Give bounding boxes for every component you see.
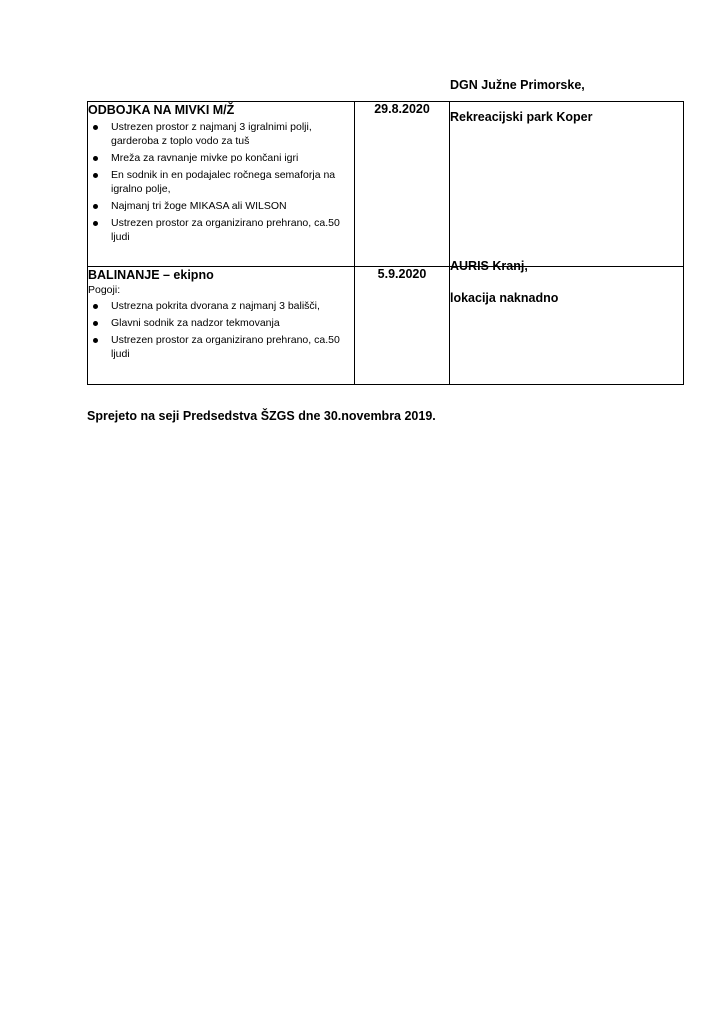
list-item: Glavni sodnik za nadzor tekmovanja xyxy=(88,316,354,330)
event-venue: lokacija naknadno xyxy=(450,291,559,305)
event-subtitle: Pogoji: xyxy=(88,284,121,296)
table-row xyxy=(88,102,684,267)
event-description-cell xyxy=(88,102,355,267)
bullet-icon xyxy=(93,173,98,178)
list-item: En sodnik in en podajalec ročnega semaforja na igralno polje, xyxy=(88,168,354,196)
event-location-cell xyxy=(450,78,684,267)
table-row xyxy=(88,267,684,385)
list-item: Ustrezen prostor z najmanj 3 igralnimi polji, garderoba z toplo vodo za tuš xyxy=(88,120,354,148)
bullet-icon xyxy=(93,221,98,226)
footer-note: Sprejeto na seji Predsedstva ŠZGS dne 30.novembra 2019. xyxy=(87,409,436,423)
bullet-icon xyxy=(93,156,98,161)
list-item: Mreža za ravnanje mivke po končani igri xyxy=(88,151,354,165)
event-organizer: DGN Južne Primorske, xyxy=(450,78,585,92)
bullet-icon xyxy=(93,338,98,343)
event-organizer: AURIS Kranj, xyxy=(450,259,528,273)
events-table xyxy=(87,78,684,385)
bullet-icon xyxy=(93,204,98,209)
event-description-cell xyxy=(88,267,355,385)
event-title: BALINANJE – ekipno xyxy=(88,268,214,282)
bullet-icon xyxy=(93,125,98,130)
requirements-list xyxy=(88,299,354,361)
event-date: 29.8.2020 xyxy=(355,102,450,267)
list-item: Ustrezna pokrita dvorana z najmanj 3 bališči, xyxy=(88,299,354,313)
event-date: 5.9.2020 xyxy=(355,267,450,385)
list-item: Ustrezen prostor za organizirano prehrano, ca.50 ljudi xyxy=(88,333,354,361)
bullet-icon xyxy=(93,321,98,326)
bullet-icon xyxy=(93,304,98,309)
requirements-list xyxy=(88,120,354,244)
event-title: ODBOJKA NA MIVKI M/Ž xyxy=(88,103,235,117)
list-item: Ustrezen prostor za organizirano prehrano, ca.50 ljudi xyxy=(88,216,354,244)
event-venue: Rekreacijski park Koper xyxy=(450,110,593,124)
event-location-cell xyxy=(450,259,684,385)
list-item: Najmanj tri žoge MIKASA ali WILSON xyxy=(88,199,354,213)
